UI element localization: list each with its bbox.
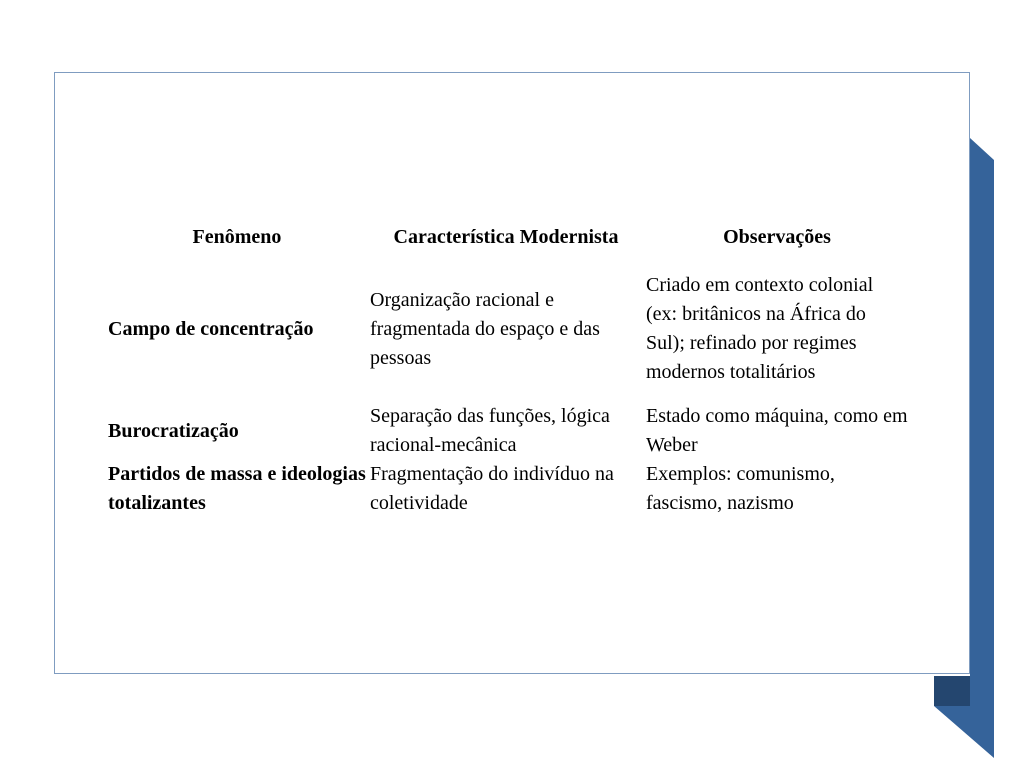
- phenomenon-cell: Campo de concentração: [108, 317, 314, 340]
- table-row: [106, 460, 910, 518]
- header-phenomenon: Fenômeno: [192, 226, 282, 248]
- header-characteristic: Característica Modernista: [393, 226, 619, 248]
- ribbon-fold-shadow: [934, 676, 970, 706]
- table-row: [106, 256, 910, 402]
- characteristic-cell: Organização racional e fragmentada do espaço e das pessoas: [370, 288, 600, 369]
- table-header-row: [106, 219, 910, 256]
- observations-cell: Criado em contexto colonial (ex: britânicos na África do Sul); refinado por regimes modernos totalitários: [646, 274, 874, 383]
- characteristic-cell: Fragmentação do indivíduo na coletividade: [370, 463, 614, 514]
- phenomenon-cell: Burocratização: [108, 419, 239, 442]
- modernism-table: [106, 219, 910, 518]
- observations-cell: Exemplos: comunismo, fascismo, nazismo: [646, 463, 835, 514]
- table-container: [106, 219, 910, 518]
- header-observations: Observações: [723, 226, 831, 248]
- phenomenon-cell: Partidos de massa e ideologias totalizantes: [108, 463, 366, 514]
- observations-cell: Estado como máquina, como em Weber: [646, 405, 908, 456]
- characteristic-cell: Separação das funções, lógica racional-mecânica: [370, 405, 610, 456]
- content-card: [54, 72, 970, 674]
- table-row: [106, 402, 910, 460]
